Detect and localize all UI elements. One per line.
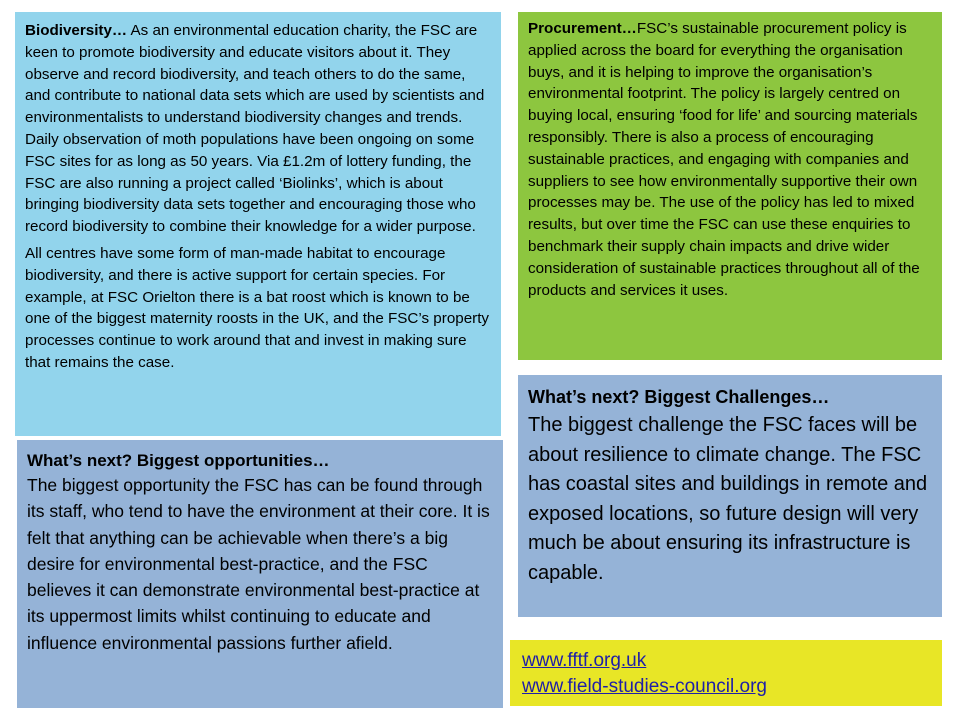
biodiversity-paragraph-2: All centres have some form of man-made habitat to encourage biodiversity, and there is active support for certain species. For example, at FSC Orielton there is a bat roost which is known to be one of the biggest maternity roosts in the UK, and the FSC’s property processes continue to work around that and invest in making sure that remains the case.	[25, 244, 490, 371]
opportunities-panel	[17, 440, 503, 708]
opportunities-heading: What’s next? Biggest opportunities…	[27, 451, 330, 470]
biodiversity-text-1: As an environmental education charity, the FSC are keen to promote biodiversity and educate visitors about it. They observe and record biodiversity, and teach others to do the same, and contribute to national data sets which are used by scientists and environmentalists to understand biodiversity changes and trends. Daily observation of moth populations have been ongoing on some FSC sites for as long as 50 years. Via £1.2m of lottery funding, the FSC are also running a project called ‘Biolinks’, which is about bringing biodiversity data sets together and encouraging those who record biodiversity to combine their knowledge for a wider purpose.	[25, 22, 485, 236]
opportunities-text: The biggest opportunity the FSC has can be found through its staff, who tend to have the environment at their core. It is felt that anything can be achievable when there’s a big desire for environmental best-practice, and the FSC believes it can demonstrate environmental best-practice at its uppermost limits whilst continuing to educate and influence environmental passions further afield.	[27, 475, 490, 653]
challenges-heading: What’s next? Biggest Challenges…	[528, 387, 830, 407]
procurement-panel	[518, 12, 942, 360]
biodiversity-paragraph-1	[25, 20, 491, 238]
links-panel	[510, 640, 942, 706]
biodiversity-panel	[15, 12, 501, 436]
biodiversity-heading: Biodiversity…	[25, 22, 128, 39]
challenges-text: The biggest challenge the FSC faces will be about resilience to climate change. The FSC has coastal sites and buildings in remote and exposed locations, so future design will very much be about ensuring its infrastructure is capable.	[528, 414, 928, 584]
procurement-paragraph	[528, 18, 932, 301]
procurement-heading: Procurement…	[528, 20, 637, 37]
fftf-link[interactable]: www.fftf.org.uk	[522, 650, 647, 671]
challenges-panel	[518, 375, 942, 617]
procurement-text: FSC’s sustainable procurement policy is applied across the board for everything the organisation buys, and it is helping to improve the organisation’s environmental footprint. The policy is largely centred on buying local, ensuring ‘food for life’ and sourcing materials responsibly. There is also a process of encouraging sustainable practices, and engaging with companies and suppliers to see how environmentally supportive their own processes may be. The use of the policy has led to mixed results, but over time the FSC can use these enquiries to benchmark their supply chain impacts and drive wider consideration of sustainable practices throughout all of the products and services it uses.	[528, 20, 920, 299]
field-studies-council-link[interactable]: www.field-studies-council.org	[522, 676, 767, 697]
